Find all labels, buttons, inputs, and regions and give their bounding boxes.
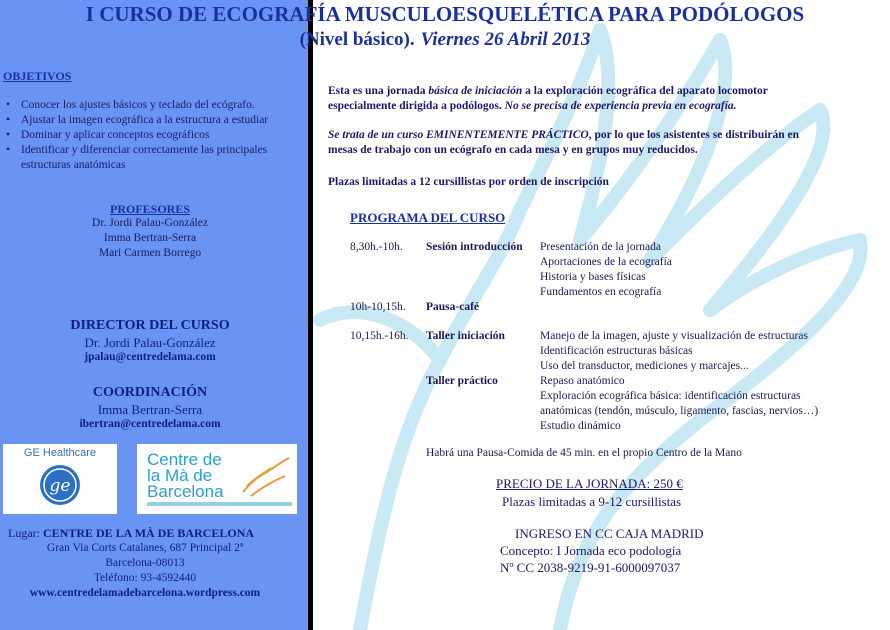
- address-line: Gran Via Corts Catalanes, 687 Principal 2ª: [46, 542, 244, 554]
- list-item: • Conocer los ajustes básicos y teclado del ecógrafo.: [6, 99, 255, 111]
- date-text: Viernes 26 Abril 2013: [420, 29, 591, 50]
- schedule-session: Taller práctico: [426, 375, 498, 387]
- schedule-items: Repaso anatómico Exploración ecográfica básica: identificación estructuras anatómicas (tendón, músculo, ligamento, fascias, nervios…) Estudio dinámico: [540, 375, 819, 432]
- place-label: Lugar:: [8, 526, 40, 540]
- schedule-time: 8,30h.-10h.: [350, 241, 403, 253]
- price-plazas: Plazas limitadas a 9-12 cursillistas: [502, 494, 682, 509]
- phone-line: Teléfono: 93-4592440: [93, 572, 197, 584]
- coordination-heading: COORDINACIÓN: [92, 385, 208, 400]
- schedule-items: Presentación de la jornada Aportaciones de la ecografía Historia y bases físicas Fundamentos en ecografía: [540, 241, 672, 298]
- schedule-session: Pausa-café: [426, 301, 480, 313]
- coordinator-email-link[interactable]: ibertran@centredelama.com: [79, 418, 221, 430]
- plazas-text: Plazas limitadas a 12 cursillistas por orden de inscripción: [328, 176, 609, 188]
- schedule-session: Sesión introducción: [426, 241, 523, 253]
- centre-de-la-ma-logo: [137, 444, 297, 514]
- ge-healthcare-logo: GE Healthcare ge: [3, 444, 117, 514]
- place-name: CENTRE DE LA MÀ DE BARCELONA: [43, 526, 255, 540]
- ge-monogram-icon: [3, 459, 117, 509]
- divider-line: [308, 0, 313, 630]
- schedule-session: Taller iniciación: [426, 330, 505, 342]
- practical-paragraph: Se trata de un curso EMINENTEMENTE PRÁCTICO, por lo que los asistentes se distribuirán en mesas de trabajo con un ecógrafo en cada mesa y en grupos muy reducidos.: [328, 129, 800, 156]
- professor-name: Dr. Jordi Palau-González: [92, 217, 208, 229]
- lunch-note: Habrá una Pausa-Comida de 45 min. en el propio Centro de la Mano: [426, 447, 742, 459]
- professor-name: Imma Bertran-Serra: [103, 232, 197, 244]
- price-text: PRECIO DE LA JORNADA: 250 €: [496, 476, 683, 491]
- bank-account: Nº CC 2038-9219-91-6000097037: [500, 560, 681, 575]
- professors-list: [0, 216, 300, 261]
- svg-text:ge: ge: [49, 476, 71, 496]
- intro-paragraph: Esta es una jornada básica de iniciación a la exploración ecográfica del aparato locomotor especialmente dirigida a podólogos. No se precisa de experiencia previa en ecografía.: [328, 85, 768, 112]
- program-heading: PROGRAMA DEL CURSO: [350, 210, 506, 225]
- professor-name: Mari Carmen Borrego: [98, 247, 202, 259]
- website-link[interactable]: www.centredelamadebarcelona.wordpress.com: [29, 587, 261, 599]
- schedule-items: Manejo de la imagen, ajuste y visualización de estructuras Identificación estructuras básicas Uso del transductor, mediciones y marcajes...: [540, 330, 808, 372]
- professors-heading: PROFESORES: [109, 202, 190, 216]
- coordinator-name: Imma Bertran-Serra: [97, 402, 203, 417]
- director-name: Dr. Jordi Palau-González: [84, 335, 216, 350]
- list-item: • Dominar y aplicar conceptos ecográficos: [6, 129, 210, 141]
- director-heading: DIRECTOR DEL CURSO: [70, 318, 230, 333]
- page-subtitle: [0, 29, 890, 51]
- level-text: (Nivel básico).: [299, 29, 415, 50]
- postal-line: Barcelona-08013: [105, 557, 185, 569]
- director-email-link[interactable]: jpalau@centredelama.com: [84, 351, 216, 363]
- place-line: [8, 526, 254, 541]
- centre-logo-text: Centre de la Mà de Barcelona: [147, 450, 224, 501]
- objectives-heading: OBJETIVOS: [3, 69, 72, 83]
- bank-concept: Concepto: I Jornada eco podología: [500, 543, 682, 558]
- schedule-time: 10h-10,15h.: [350, 301, 406, 313]
- objectives-list: [4, 98, 304, 173]
- page-title: I CURSO DE ECOGRAFÍA MUSCULOESQUELÉTICA PARA PODÓLOGOS: [85, 2, 805, 26]
- schedule-time: 10,15h.-16h.: [350, 330, 409, 342]
- bank-heading: INGRESO EN CC CAJA MADRID: [515, 526, 704, 541]
- list-item: • Ajustar la imagen ecográfica a la estructura a estudiar: [6, 114, 269, 126]
- hand-logo-icon: [237, 452, 293, 500]
- list-item: • Identificar y diferenciar correctamente las principales estructuras anatómicas: [6, 144, 268, 171]
